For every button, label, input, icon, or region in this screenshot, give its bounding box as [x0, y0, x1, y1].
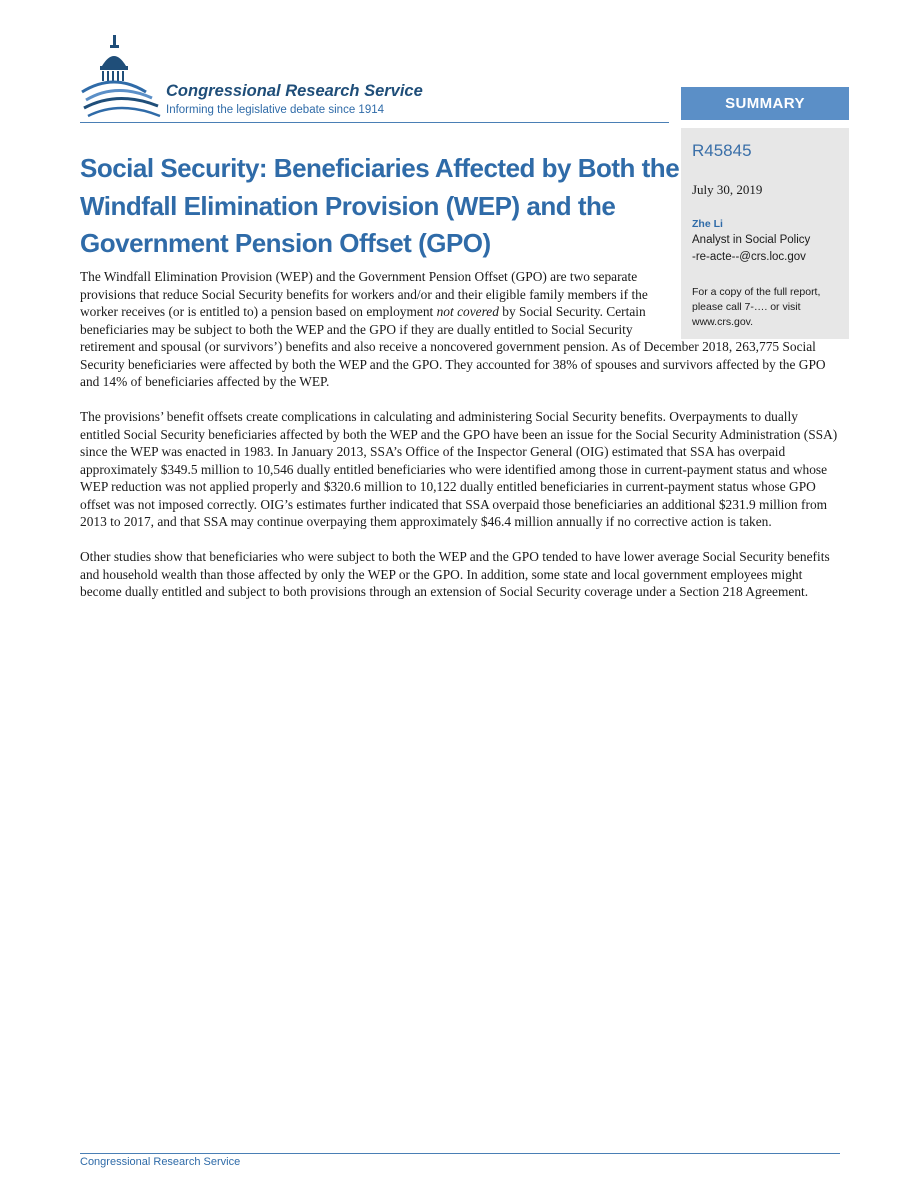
report-title: Social Security: Beneficiaries Affected by Both the Windfall Elimination Provision (WEP) and the Government Pension Offset (GPO)	[80, 153, 680, 258]
summary-tab: SUMMARY	[681, 87, 849, 120]
sidebar-spacer	[660, 268, 840, 338]
author-name: Zhe Li	[692, 218, 723, 230]
report-date: July 30, 2019	[692, 182, 763, 197]
report-number: R45845	[692, 141, 752, 160]
footer-text: Congressional Research Service	[80, 1156, 241, 1168]
copy-note: For a copy of the full report, please call 7-…. or visit www.crs.gov.	[692, 286, 821, 328]
paragraph-3: Other studies show that beneficiaries who were subject to both the WEP and the GPO tended to have lower average Social Security benefits and household wealth than those affected by only the WEP or the GPO. In addition, some state and local government employees might become dually entitled and subject to both provisions through an extension of Social Security coverage under a Section 218 Agreement.	[80, 549, 830, 599]
org-name: Congressional Research Service	[166, 82, 423, 100]
paragraph-1-part-b: by Social Security. Certain beneficiaries may be subject to both the WEP and the GPO if they are dually entitled to Social Security retirement and spousal (or survivors’) benefits and also receive a noncovered government pension. As of December 2018, 263,775 Social Security beneficiaries were affected by both the WEP and the GPO. They accounted for 38% of spouses and survivors affected by the GPO and 14% of beneficiaries affected by the WEP.	[80, 304, 826, 389]
footer-divider	[80, 1153, 840, 1154]
org-tagline: Informing the legislative debate since 1914	[166, 104, 385, 116]
paragraph-2: The provisions’ benefit offsets create complications in calculating and administering Social Security benefits. Overpayments to dually entitled Social Security beneficiaries affected by both the WEP and the GPO have been an issue for the Social Security Administration (SSA) since the WEP was enacted in 1983. In January 2013, SSA’s Office of the Inspector General (OIG) estimated that SSA has overpaid approximately $349.5 million to 10,546 dually entitled beneficiaries who were identified among those in current-payment status and whose WEP reduction was not applied properly and $320.6 million to 10,122 dually entitled beneficiaries in current-payment status whose GPO offset was not imposed correctly. OIG’s estimates further indicated that SSA overpaid those beneficiaries an additional $231.9 million from 2013 to 2017, and that SSA may continue overpaying them approximately $46.4 million annually if no corrective action is taken.	[80, 409, 838, 529]
summary-body	[80, 268, 840, 618]
crs-logo	[80, 32, 480, 124]
header-divider	[80, 122, 669, 123]
paragraph-1-part-a: The Windfall Elimination Provision (WEP) and the Government Pension Offset (GPO) are two separate provisions that reduce Social Security benefits for workers and/or and their eligible family members if the worker receives (or is entitled to) a pension based on employment	[80, 269, 648, 319]
capitol-dome-icon	[80, 32, 162, 124]
author-email[interactable]: -re-acte--@crs.loc.gov	[692, 251, 806, 263]
author-title: Analyst in Social Policy	[692, 234, 811, 246]
paragraph-1-emphasis: not covered	[436, 304, 499, 319]
